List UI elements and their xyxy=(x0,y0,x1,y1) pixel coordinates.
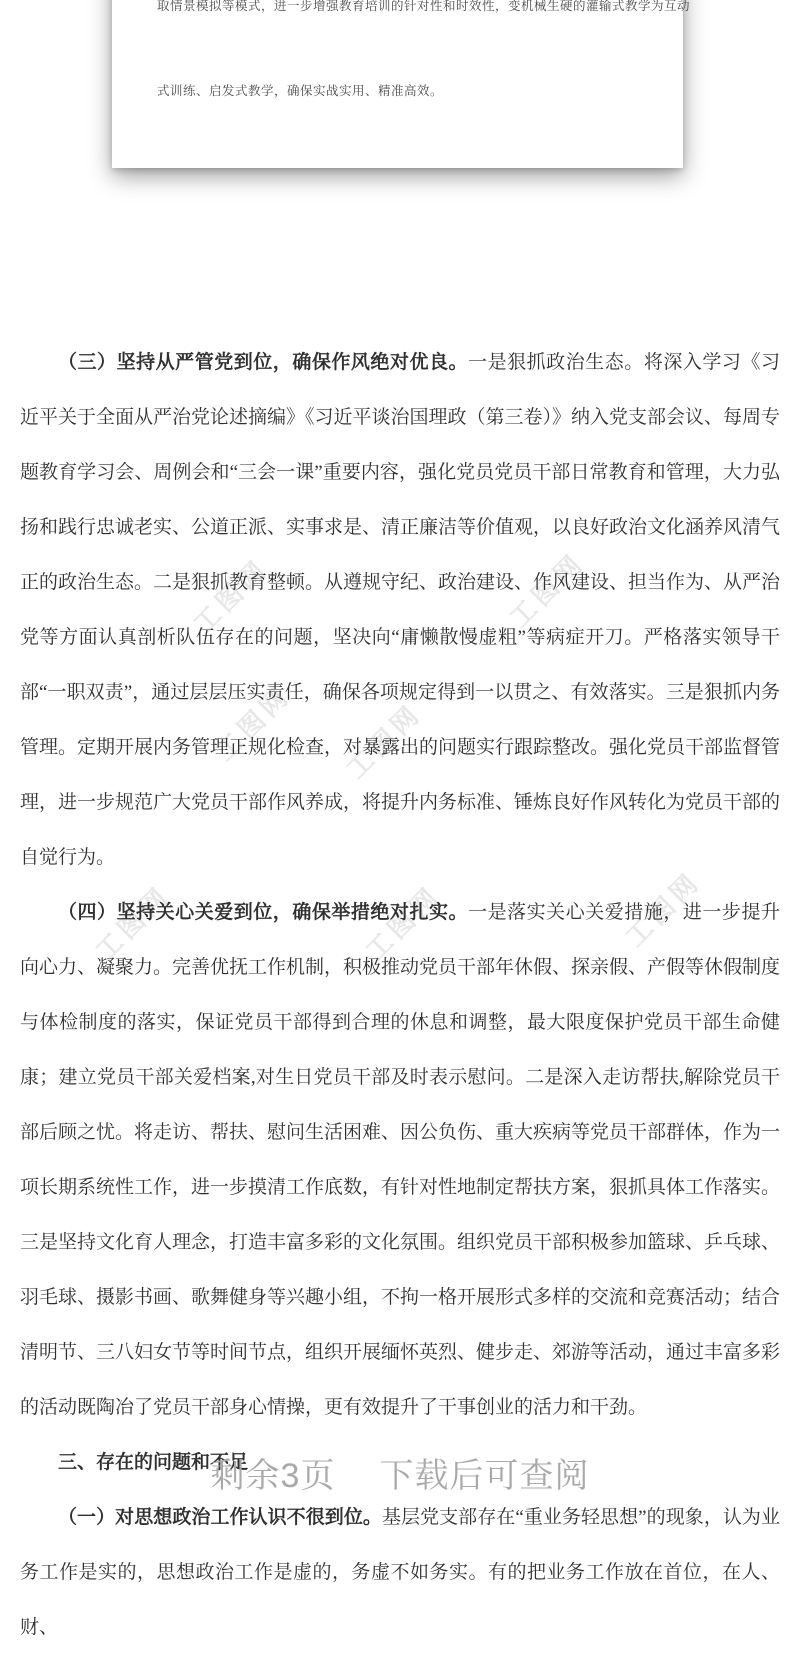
watermark: 工图网 xyxy=(89,879,177,967)
watermark: 工图网 xyxy=(187,552,275,640)
watermark: 工图网 xyxy=(503,546,591,634)
document-page-preview xyxy=(112,0,691,168)
paragraph-text: 一是落实关心关爱措施，进一步提升向心力、凝聚力。完善优抚工作机制，积极推动党员干部年休假、探亲假、产假等休假制度与体检制度的落实，保证党员干部得到合理的休息和调整，最大限度保护党员干部生命健康；建立党员干部关爱档案,对生日党员干部及时表示慰问。二是深入走访帮扶,解除党员干部后顾之忧。将走访、帮扶、慰问生活困难、因公负伤、重大疾病等党员干部群体，作为一项长期系统性工作，进一步摸清工作底数，有针对性地制定帮扶方案，狠抓具体工作落实。三是坚持文化育人理念，打造丰富多彩的文化氛围。组织党员干部积极参加篮球、乒乓球、羽毛球、摄影书画、歌舞健身等兴趣小组，不拘一格开展形式多样的交流和竞赛活动；结合清明节、三八妇女节等时间节点，组织开展缅怀英烈、健步走、郊游等活动，通过丰富多彩的活动既陶冶了党员干部身心情操，更有效提升了干事创业的活力和干劲。 xyxy=(20,902,781,1418)
watermark: 工图网 xyxy=(619,865,707,953)
paragraph-section-4 xyxy=(20,885,780,1435)
paragraph-lead: （一）对思想政治工作认识不很到位。 xyxy=(58,1507,382,1528)
preview-line-2: 式训练、启发式教学，确保实战实用、精准高效。 xyxy=(157,84,444,98)
paragraph-text: 一是狠抓政治生态。将深入学习《习近平关于全面从严治党论述摘编》《习近平谈治国理政（第三卷）》纳入党支部会议、每周专题教育学习会、周例会和“三会一课”重要内容，强化党员党员干部日常教育和管理，大力弘扬和践行忠诚老实、公道正派、实事求是、清正廉洁等价值观，以良好政治文化涵养风清气正的政治生态。二是狠抓教育整顿。从遵规守纪、政治建设、作风建设、担当作为、从严治党等方面认真剖析队伍存在的问题，坚决向“庸懒散慢虚粗”等病症开刀。严格落实领导干部“一职双责”，通过层层压实责任，确保各项规定得到一以贯之、有效落实。三是狠抓内务管理。定期开展内务管理正规化检查，对暴露出的问题实行跟踪整改。强化党员干部监督管理，进一步规范广大党员干部作风养成，将提升内务标准、锤炼良好作风转化为党员干部的自觉行为。 xyxy=(20,352,781,868)
watermark: 工图网 xyxy=(209,679,297,767)
paragraph-lead: （三）坚持从严管党到位，确保作风绝对优良。 xyxy=(58,352,469,373)
watermark: 工图网 xyxy=(340,697,428,785)
paragraph-issue-1 xyxy=(20,1490,780,1655)
heading-text: 三、存在的问题和不足 xyxy=(58,1452,249,1473)
remaining-pages-notice xyxy=(0,1448,800,1497)
paragraph-text: 基层党支部存在“重业务轻思想”的现象，认为业务工作是实的，思想政治工作是虚的，务虚不如务实。有的把业务工作放在首位，在人、财、 xyxy=(20,1507,780,1638)
preview-line-1: 取情景模拟等模式，进一步增强教育培训的针对性和时效性，变机械生硬的灌输式教学为互动 xyxy=(157,0,691,13)
download-to-view-hint: 下载后可查阅 xyxy=(379,1457,590,1495)
paragraph-section-3 xyxy=(20,335,780,885)
remaining-pages-count: 剩余3页 xyxy=(210,1457,336,1495)
paragraph-lead: （四）坚持关心关爱到位，确保举措绝对扎实。 xyxy=(58,902,469,923)
watermark: 工图网 xyxy=(359,879,447,967)
